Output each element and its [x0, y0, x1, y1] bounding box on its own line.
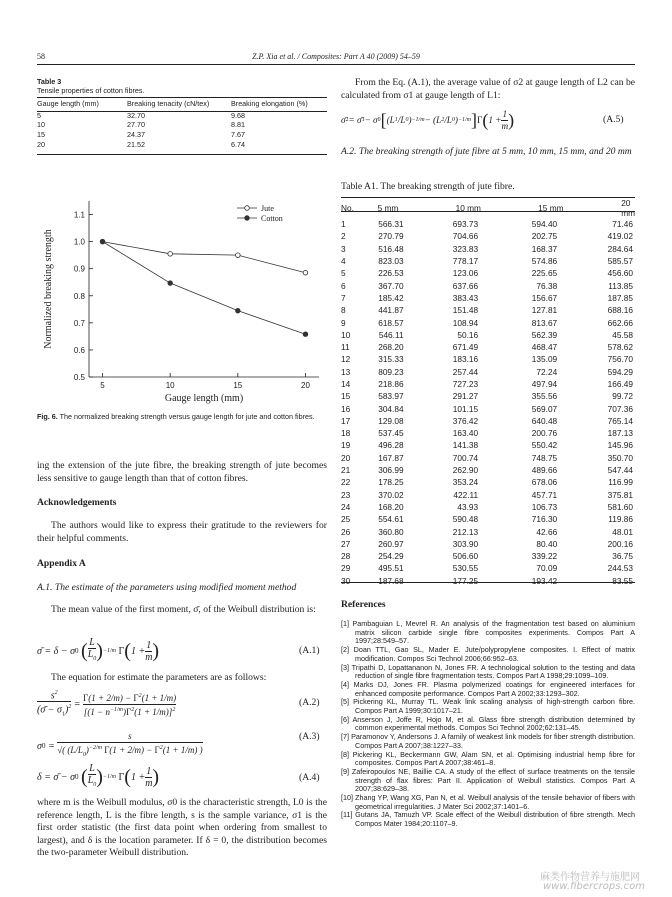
y-tick-label: 1.0 [73, 237, 85, 247]
tableA1-cell: 537.45 [378, 428, 404, 439]
tableA1-row-number: 2 [341, 231, 346, 242]
tableA1-row-number: 25 [341, 514, 351, 525]
tableA1-cell: 99.72 [612, 391, 633, 402]
tableA1-col-20mm: 20 mm [621, 198, 636, 218]
legend-marker [245, 216, 250, 221]
tableA1-cell: 585.57 [607, 256, 633, 267]
tableA1-cell: 489.66 [531, 465, 558, 476]
tableA1-row-number: 21 [341, 465, 351, 476]
tableA1-cell: 141.38 [452, 440, 479, 451]
tableA1-cell: 688.16 [607, 305, 633, 316]
tableA1-cell: 339.22 [531, 551, 558, 562]
data-point-jute [168, 252, 173, 257]
y-axis-label: Normalized breaking strength [43, 229, 54, 349]
tableA1-cell: 119.86 [608, 514, 633, 525]
tableA1-cell: 506.60 [452, 551, 479, 562]
table3-row [37, 130, 327, 140]
table3-cell: 6.74 [231, 139, 245, 149]
table3-col-elongation: Breaking elongation (%) [231, 99, 308, 109]
tableA1-cell: 50.16 [457, 329, 479, 340]
tableA1-row-number: 24 [341, 501, 351, 512]
y-tick-label: 0.8 [73, 291, 85, 301]
fig6-caption [37, 412, 327, 421]
tableA1-caption: Table A1. The breaking strength of jute fibre. [341, 181, 515, 192]
tableA1-cell: 226.53 [378, 268, 404, 279]
tableA1-row [341, 304, 635, 316]
fig6-caption-text: The normalized breaking strength versus gauge length for jute and cotton fibres. [59, 412, 315, 421]
tableA1-cell: 72.24 [536, 366, 558, 377]
tableA1-row-number: 4 [341, 256, 346, 267]
tableA1-cell: 727.23 [452, 379, 479, 389]
tableA1-cell: 202.75 [531, 231, 558, 242]
tableA1-col-10mm: 10 mm [455, 203, 481, 213]
tableA1-cell: 218.86 [378, 379, 404, 389]
tableA1-cell: 671.49 [452, 342, 479, 353]
tableA1-cell: 495.51 [378, 563, 404, 574]
tableA1-row [341, 501, 635, 513]
reference-item: [3] Tripathi D, Lopattananon N, Jones FR. A technological solution to the testing and data reduction of single fibre fragmentation tests. Compos Part A 1998;29:1099–109. [341, 662, 635, 681]
tableA1-row [341, 218, 635, 230]
tableA1-cell: 422.11 [453, 489, 479, 500]
tableA1-cell: 262.90 [452, 465, 479, 476]
tableA1-row-number: 8 [341, 305, 346, 316]
tableA1-cell: 129.08 [378, 415, 404, 426]
where-text: where m is the Weibull modulus, σ0 is the characteristic strength, L0 is the reference length, L is the fibre length, s is the sample variance, σ1 is the first order statistic (the first data point when ordering from smallest to largest), and δ is the location parameter. If δ = 0, the distribution becomes the two-parameter Weibull distribution. [37, 797, 327, 859]
equation-a3: σ 0 = $\frac{s}{√( (L/L_0)^{-2/m} \Gamma(1 + 2/m) - \Gamma^2(1 + 1/m) )}$ [37, 728, 203, 764]
a1-heading: A.1. The estimate of the parameters using modified moment method [37, 582, 297, 593]
tableA1-cell: 419.02 [607, 231, 633, 242]
tableA1-row [341, 316, 635, 328]
x-axis-label: Gauge length (mm) [164, 393, 244, 404]
tableA1-cell: 284.64 [607, 243, 633, 254]
tableA1-row [341, 341, 635, 353]
table3-cell: 7.67 [231, 130, 245, 140]
tableA1-cell: 547.44 [607, 465, 633, 476]
x-tick-label: 5 [100, 381, 105, 390]
reference-item: [10] Zhang YP, Wang XG, Pan N, et al. Weibull analysis of the tensile behavior of fibers with geometrical irregularities. J Mater Sci 2002;37:1401–6. [341, 793, 635, 811]
tableA1-cell: 583.97 [378, 391, 404, 402]
tableA1-row-number: 22 [341, 477, 351, 488]
tableA1-col-15mm: 15 mm [538, 203, 564, 213]
acknowledgements-heading: Acknowledgements [37, 497, 117, 508]
tableA1-cell: 83.55 [612, 575, 633, 586]
tableA1-row [341, 562, 635, 574]
tableA1-row [341, 402, 635, 414]
fig6-label: Fig. 6. [37, 412, 58, 421]
fig6-chart [37, 193, 327, 415]
tableA1-row-number: 6 [341, 280, 346, 291]
tableA1-cell: 376.42 [452, 415, 479, 426]
tableA1-cell: 530.55 [452, 563, 479, 574]
tableA1-col-5mm: 5 mm [377, 203, 399, 213]
table3-col-gauge: Gauge length (mm) [37, 99, 99, 109]
tableA1-cell: 36.75 [612, 551, 633, 562]
equation-intro-text: The equation for estimate the parameters are as follows: [51, 672, 267, 683]
x-tick-label: 15 [233, 381, 243, 390]
tableA1-cell: 456.60 [607, 268, 633, 279]
tableA1-cell: 212.13 [452, 526, 479, 537]
watermark-cn: 麻类作物营养与施肥网 [540, 872, 640, 883]
table3-row [37, 139, 327, 149]
tableA1-cell: 581.60 [607, 501, 633, 512]
tableA1-row-number: 1 [341, 219, 346, 230]
tableA1-cell: 193.42 [531, 575, 558, 586]
legend-label: Jute [261, 204, 274, 213]
data-point-cotton [168, 281, 173, 286]
tableA1-cell: 350.70 [607, 452, 633, 463]
tableA1-cell: 468.47 [531, 342, 558, 353]
table3-cell: 21.52 [127, 139, 145, 149]
tableA1-cell: 716.30 [531, 514, 558, 525]
tableA1-row [341, 390, 635, 402]
table3-cell: 5 [37, 110, 41, 120]
header-rule [37, 64, 635, 65]
tableA1-cell: 778.17 [452, 256, 479, 267]
tableA1-cell: 367.70 [378, 280, 404, 291]
tableA1-cell: 185.42 [378, 292, 404, 303]
tableA1-cell: 135.09 [531, 354, 558, 365]
tableA1-cell: 48.01 [612, 526, 633, 537]
tableA1-cell: 187.13 [607, 428, 633, 439]
tableA1-row-number: 30 [341, 575, 351, 586]
tableA1-cell: 113.85 [608, 280, 633, 291]
tableA1-cell: 306.99 [378, 465, 404, 476]
tableA1-cell: 516.48 [378, 243, 404, 254]
tableA1-cell: 106.73 [531, 501, 558, 512]
tableA1-cell: 167.87 [378, 452, 404, 463]
tableA1-row [341, 452, 635, 464]
tableA1-row [341, 476, 635, 488]
references-heading: References [341, 599, 386, 610]
tableA1-header-row [341, 198, 635, 218]
tableA1-cell: 168.20 [378, 501, 404, 512]
tableA1-row [341, 464, 635, 476]
tableA1-row-number: 11 [341, 342, 350, 353]
tableA1-cell: 809.23 [378, 366, 404, 377]
table3-cell: 15 [37, 130, 45, 140]
legend-label: Cotton [261, 214, 283, 223]
tableA1-cell: 700.74 [452, 452, 479, 463]
table3-cell: 10 [37, 120, 45, 130]
x-tick-label: 20 [301, 381, 310, 390]
eq-number-a3: (A.3) [299, 731, 320, 742]
y-tick-label: 0.9 [73, 264, 85, 274]
tableA1-row-number: 16 [341, 403, 351, 414]
tableA1-cell: 315.33 [378, 354, 404, 365]
tableA1-row [341, 255, 635, 267]
tableA1-col-no: No. [341, 203, 354, 213]
tableA1-cell: 116.99 [608, 477, 633, 488]
data-point-cotton [303, 332, 308, 337]
reference-item: [11] Gutans JA, Tamuzh VP. Scale effect of the Weibull distribution of fibre strength. Mech Compos Mater 1984;20:1107–9. [341, 810, 635, 829]
tableA1 [341, 198, 635, 587]
table3-cell: 9.68 [231, 110, 245, 120]
tableA1-cell: 257.44 [452, 366, 479, 377]
appendix-heading: Appendix A [37, 558, 86, 569]
references-list [341, 620, 635, 829]
acknowledgements-text: The authors would like to express their gratitude to the reviewers for their helpful comments. [37, 520, 327, 544]
tableA1-cell: 187.85 [607, 292, 633, 303]
tableA1-cell: 441.87 [378, 305, 404, 316]
tableA1-cell: 704.66 [452, 231, 479, 242]
reference-item: [6] Anserson J, Joffe R, Hojo M, et al. Glass fibre strength distribution determined by common experimental methods. Compos Sci Technol 2002;62:131–45. [341, 714, 635, 733]
tableA1-row [341, 415, 635, 427]
tableA1-cell: 42.66 [536, 526, 558, 537]
tableA1-cell: 303.90 [452, 538, 479, 549]
tableA1-cell: 562.39 [531, 329, 558, 340]
tableA1-row-number: 26 [341, 526, 351, 537]
tableA1-row-number: 5 [341, 268, 346, 279]
tableA1-cell: 360.80 [378, 526, 404, 537]
tableA1-row-number: 3 [341, 243, 346, 254]
table3-bottom-rule [37, 154, 327, 155]
tableA1-row [341, 439, 635, 451]
table3-cell: 20 [37, 139, 45, 149]
table3-cell: 27.70 [127, 120, 145, 130]
tableA1-row-number: 17 [341, 415, 351, 426]
tableA1-cell: 166.49 [607, 379, 633, 389]
equation-a5: σ̄ 2 = σ̄ 1 − σ 0 [ (L 1 /L 0 ) −1/m − (L 2 /L 0 ) −1/m ] Γ ( 1 + $\frac{1}{m}$ ) [341, 108, 515, 131]
tableA1-row-number: 20 [341, 452, 351, 463]
tableA1-cell: 108.94 [452, 317, 479, 328]
equation-a2: $\frac{s^2}{(\sigmā - \sigma_1)^2}$ = $\frac{\Gamma(1 + 2/m) - \Gamma^2(1 + 1/m)}{[(1 - n^{-1/m})\Gamma^2(1 + 1/m)]^2}$ [37, 684, 176, 724]
tableA1-header-rule [341, 211, 635, 212]
tableA1-row [341, 427, 635, 439]
tableA1-row [341, 550, 635, 562]
tableA1-cell: 268.20 [378, 342, 404, 353]
tableA1-row-number: 10 [341, 329, 351, 340]
tableA1-row [341, 230, 635, 242]
tableA1-cell: 70.09 [536, 563, 558, 574]
tableA1-cell: 546.11 [378, 329, 404, 340]
table3 [37, 99, 327, 149]
tableA1-cell: 457.71 [531, 489, 558, 500]
series-line-cotton [103, 242, 306, 335]
table3-cell: 8.81 [231, 120, 245, 130]
tableA1-cell: 594.40 [531, 219, 558, 230]
tableA1-cell: 497.94 [531, 379, 558, 389]
data-point-cotton [236, 308, 241, 313]
legend-marker [245, 206, 250, 211]
tableA1-row-number: 7 [341, 292, 346, 303]
tableA1-row [341, 329, 635, 341]
equation-a1: σ̄ = δ − σ 0 ( $\frac{L}{L_0}$ ) −1/m Γ ( 1 + $\frac{1}{m}$ ) [37, 634, 159, 668]
tableA1-cell: 496.28 [378, 440, 404, 451]
table3-header-row [37, 99, 327, 109]
tableA1-cell: 183.16 [452, 354, 479, 365]
tableA1-bottom-rule [341, 582, 635, 583]
tableA1-cell: 101.15 [452, 403, 479, 414]
tableA1-cell: 566.31 [378, 219, 404, 230]
y-tick-label: 1.1 [73, 210, 85, 220]
paragraph-end: ing the extension of the jute fibre, the breaking strength of jute becomes less sensitive to gauge length than that of cotton fibres. [37, 460, 327, 484]
tableA1-row [341, 292, 635, 304]
tableA1-row [341, 575, 635, 587]
tableA1-cell: 43.93 [457, 501, 479, 512]
tableA1-cell: 748.75 [531, 452, 558, 463]
tableA1-cell: 678.06 [531, 477, 558, 488]
y-tick-label: 0.7 [73, 318, 85, 328]
tableA1-row-number: 12 [341, 354, 351, 365]
y-tick-label: 0.6 [73, 345, 85, 355]
eq-number-a5: (A.5) [603, 114, 624, 125]
reference-item: [9] Zafeiropoulos NE, Baillie CA. A study of the effect of surface treatments on the tensile strength of flax fibres: Part II. Application of Weibull statistics. Compos Part A 2007;38:629–38. [341, 766, 635, 794]
tableA1-cell: 355.56 [531, 391, 558, 402]
tableA1-cell: 323.83 [452, 243, 479, 254]
tableA1-row [341, 279, 635, 291]
tableA1-row [341, 353, 635, 365]
tableA1-cell: 554.61 [378, 514, 404, 525]
tableA1-cell: 291.27 [452, 391, 479, 402]
tableA1-row-number: 9 [341, 317, 346, 328]
tableA1-cell: 145.96 [607, 440, 633, 451]
tableA1-cell: 178.25 [378, 477, 404, 488]
tableA1-cell: 569.07 [531, 403, 558, 414]
table3-label: Table 3 [37, 77, 62, 86]
tableA1-cell: 200.76 [531, 428, 558, 439]
tableA1-cell: 244.53 [607, 563, 633, 574]
y-tick-label: 0.5 [73, 373, 85, 382]
tableA1-cell: 823.03 [378, 256, 404, 267]
table3-cell: 32.70 [127, 110, 145, 120]
tableA1-row [341, 513, 635, 525]
table3-caption: Tensile properties of cotton fibres. [37, 86, 145, 95]
tableA1-cell: 156.67 [531, 292, 558, 303]
tableA1-cell: 550.42 [531, 440, 558, 451]
right-intro-text: From the Eq. (A.1), the average value of σ2 at gauge length of L2 can be calculated from σ1 at gauge length of L1: [341, 77, 635, 101]
tableA1-row [341, 267, 635, 279]
tableA1-cell: 578.62 [607, 342, 633, 353]
table3-cell: 24.37 [127, 130, 145, 140]
tableA1-cell: 151.48 [452, 305, 479, 316]
eq-number-a1: (A.1) [299, 645, 320, 656]
reference-item: [2] Doan TTL, Gao SL, Mader E. Jute/polypropylene composites. I. Effect of matrix modification. Compos Sci Technol 2006;66:952–63. [341, 645, 635, 663]
tableA1-cell: 304.84 [378, 403, 404, 414]
tableA1-row-number: 27 [341, 538, 351, 549]
tableA1-cell: 76.38 [536, 280, 558, 291]
reference-item: [7] Paramonov Y, Andersons J. A family of weakest link models for fiber strength distribution. Compos Part A 2007;38:1227–33. [341, 732, 635, 750]
tableA1-cell: 662.66 [607, 317, 633, 328]
tableA1-row [341, 378, 635, 390]
mean-value-text: The mean value of the first moment, σ̄, of the Weibull distribution is: [51, 604, 316, 615]
tableA1-row-number: 18 [341, 428, 351, 439]
tableA1-cell: 590.48 [452, 514, 479, 525]
page-number: 58 [37, 52, 45, 61]
reference-item: [8] Pickering KL, Beckermann GW, Alam SN, et al. Optimising industrial hemp fibre for composites. Compos Part A 2007;38:461–8. [341, 749, 635, 768]
tableA1-row [341, 366, 635, 378]
tableA1-row [341, 243, 635, 255]
tableA1-cell: 260.97 [378, 538, 404, 549]
data-point-jute [236, 253, 241, 258]
tableA1-row [341, 525, 635, 537]
table3-row [37, 120, 327, 130]
tableA1-cell: 127.81 [531, 305, 558, 316]
reference-item: [1] Pambaguian L, Mevrel R. An analysis of the fragmentation test based on aluminium matrix silicon carbide single fibre composites experiments. Compos Part A 1997;28:549–57. [341, 619, 635, 646]
tableA1-cell: 574.86 [531, 256, 558, 267]
tableA1-cell: 353.24 [452, 477, 479, 488]
tableA1-row-number: 23 [341, 489, 351, 500]
tableA1-cell: 370.02 [378, 489, 404, 500]
tableA1-row [341, 538, 635, 550]
watermark-url: www.fibercrops.com [543, 881, 645, 892]
tableA1-row-number: 14 [341, 379, 351, 389]
table3-header-rule [37, 111, 327, 112]
tableA1-cell: 45.58 [612, 329, 633, 340]
tableA1-cell: 375.81 [607, 489, 633, 500]
eq-number-a4: (A.4) [299, 772, 320, 783]
tableA1-cell: 637.66 [452, 280, 479, 291]
tableA1-cell: 618.57 [378, 317, 404, 328]
tableA1-cell: 200.16 [607, 538, 633, 549]
tableA1-cell: 177.25 [452, 575, 479, 586]
x-tick-label: 10 [165, 381, 175, 390]
series-line-jute [103, 242, 306, 273]
tableA1-cell: 640.48 [531, 415, 558, 426]
tableA1-cell: 693.73 [452, 219, 479, 230]
tableA1-row [341, 489, 635, 501]
tableA1-cell: 383.43 [452, 292, 479, 303]
tableA1-cell: 225.65 [531, 268, 558, 279]
tableA1-cell: 765.14 [607, 415, 633, 426]
tableA1-row-number: 13 [341, 366, 351, 377]
tableA1-cell: 756.70 [607, 354, 633, 365]
data-point-jute [303, 270, 308, 275]
data-point-cotton [100, 239, 105, 244]
tableA1-row-number: 15 [341, 391, 351, 402]
table3-top-rule [37, 97, 327, 98]
reference-item: [5] Pickering KL, Murray TL. Weak link scaling analysis of high-strength carbon fibre. Compos Part A 1999;30:1017–21. [341, 697, 635, 716]
tableA1-cell: 594.29 [607, 366, 633, 377]
reference-item: [4] Marks DJ, Jones FR. Plasma polymerized coatings for engineered interfaces for enhanced composite performance. Compos Part A 2002;33:1293–302. [341, 679, 635, 698]
tableA1-cell: 80.40 [536, 538, 558, 549]
equation-a4: δ = σ̄ − σ 0 ( $\frac{L}{L_0}$ ) −1/m Γ ( 1 + $\frac{1}{m}$ ) [37, 760, 159, 794]
tableA1-cell: 187.68 [378, 575, 404, 586]
table3-col-tenacity: Breaking tenacity (cN/tex) [127, 99, 210, 109]
running-title: Z.P. Xia et al. / Composites: Part A 40 (2009) 54–59 [252, 52, 420, 61]
tableA1-cell: 707.36 [607, 403, 633, 414]
tableA1-row-number: 29 [341, 563, 351, 574]
tableA1-cell: 270.79 [378, 231, 404, 242]
tableA1-row-number: 19 [341, 440, 351, 451]
tableA1-cell: 71.46 [612, 219, 633, 230]
tableA1-row-number: 28 [341, 551, 351, 562]
tableA1-cell: 254.29 [378, 551, 404, 562]
tableA1-cell: 163.40 [452, 428, 479, 439]
a2-heading: A.2. The breaking strength of jute fibre at 5 mm, 10 mm, 15 mm, and 20 mm [341, 146, 632, 157]
eq-number-a2: (A.2) [299, 697, 320, 708]
tableA1-cell: 123.06 [452, 268, 479, 279]
tableA1-cell: 168.37 [531, 243, 558, 254]
tableA1-cell: 813.67 [531, 317, 558, 328]
